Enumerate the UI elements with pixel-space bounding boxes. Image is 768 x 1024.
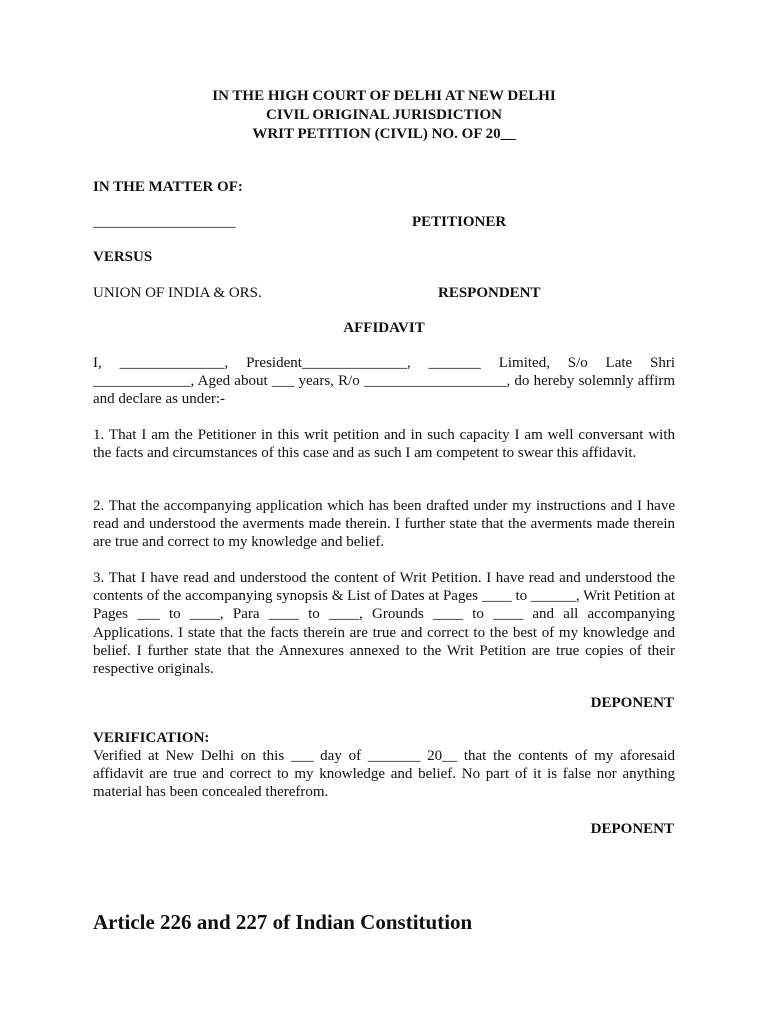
article-title: Article 226 and 227 of Indian Constitution: [93, 910, 473, 934]
paragraph-2: 2. That the accompanying application which has been drafted under my instructions and I have read and understood the averments made therein. I further state that the averments made therein are true and correct to my knowledge and belief.: [93, 498, 675, 551]
affidavit-title: AFFIDAVIT: [343, 320, 425, 336]
versus-label: VERSUS: [93, 249, 153, 265]
paragraph-1: 1. That I am the Petitioner in this writ petition and in such capacity I am well conversant with the facts and circumstances of this case and as such I am competent to swear this affidavit.: [93, 427, 675, 462]
verification-heading: VERIFICATION:: [93, 730, 210, 746]
petitioner-label: PETITIONER: [412, 214, 507, 230]
paragraph-3: 3. That I have read and understood the content of Writ Petition. I have read and understood the contents of the accompanying synopsis & List of Dates at Pages ____ to ______, Writ Petition at Pages ___ to ____, Para ____ to ____, Grounds ____ to ____ and all accompanying Applications. I state that the facts therein are true and correct to the best of my knowledge and belief. I further state that the Annexures annexed to the Writ Petition are true copies of their respective originals.: [93, 570, 675, 678]
respondent-label: RESPONDENT: [438, 285, 541, 301]
deponent-signature-2: DEPONENT: [590, 821, 674, 837]
court-header: [0, 87, 768, 144]
deponent-signature-1: DEPONENT: [590, 695, 674, 711]
affidavit-intro: I, ______________, President______________, _______ Limited, S/o Late Shri _____________, Aged about ___ years, R/o ___________________, do hereby solemnly affirm and declare as under:-: [93, 355, 675, 408]
jurisdiction: CIVIL ORIGINAL JURISDICTION: [266, 107, 502, 123]
petition-number: WRIT PETITION (CIVIL) NO. OF 20__: [252, 126, 516, 142]
verification-text: Verified at New Delhi on this ___ day of _______ 20__ that the contents of my aforesaid affidavit are true and correct to my knowledge and belief. No part of it is false nor anything material has been concealed therefrom.: [93, 748, 675, 801]
matter-heading: IN THE MATTER OF:: [93, 179, 243, 195]
petitioner-blank: ___________________: [93, 214, 236, 230]
court-name: IN THE HIGH COURT OF DELHI AT NEW DELHI: [212, 88, 556, 104]
respondent-name: UNION OF INDIA & ORS.: [93, 285, 262, 301]
